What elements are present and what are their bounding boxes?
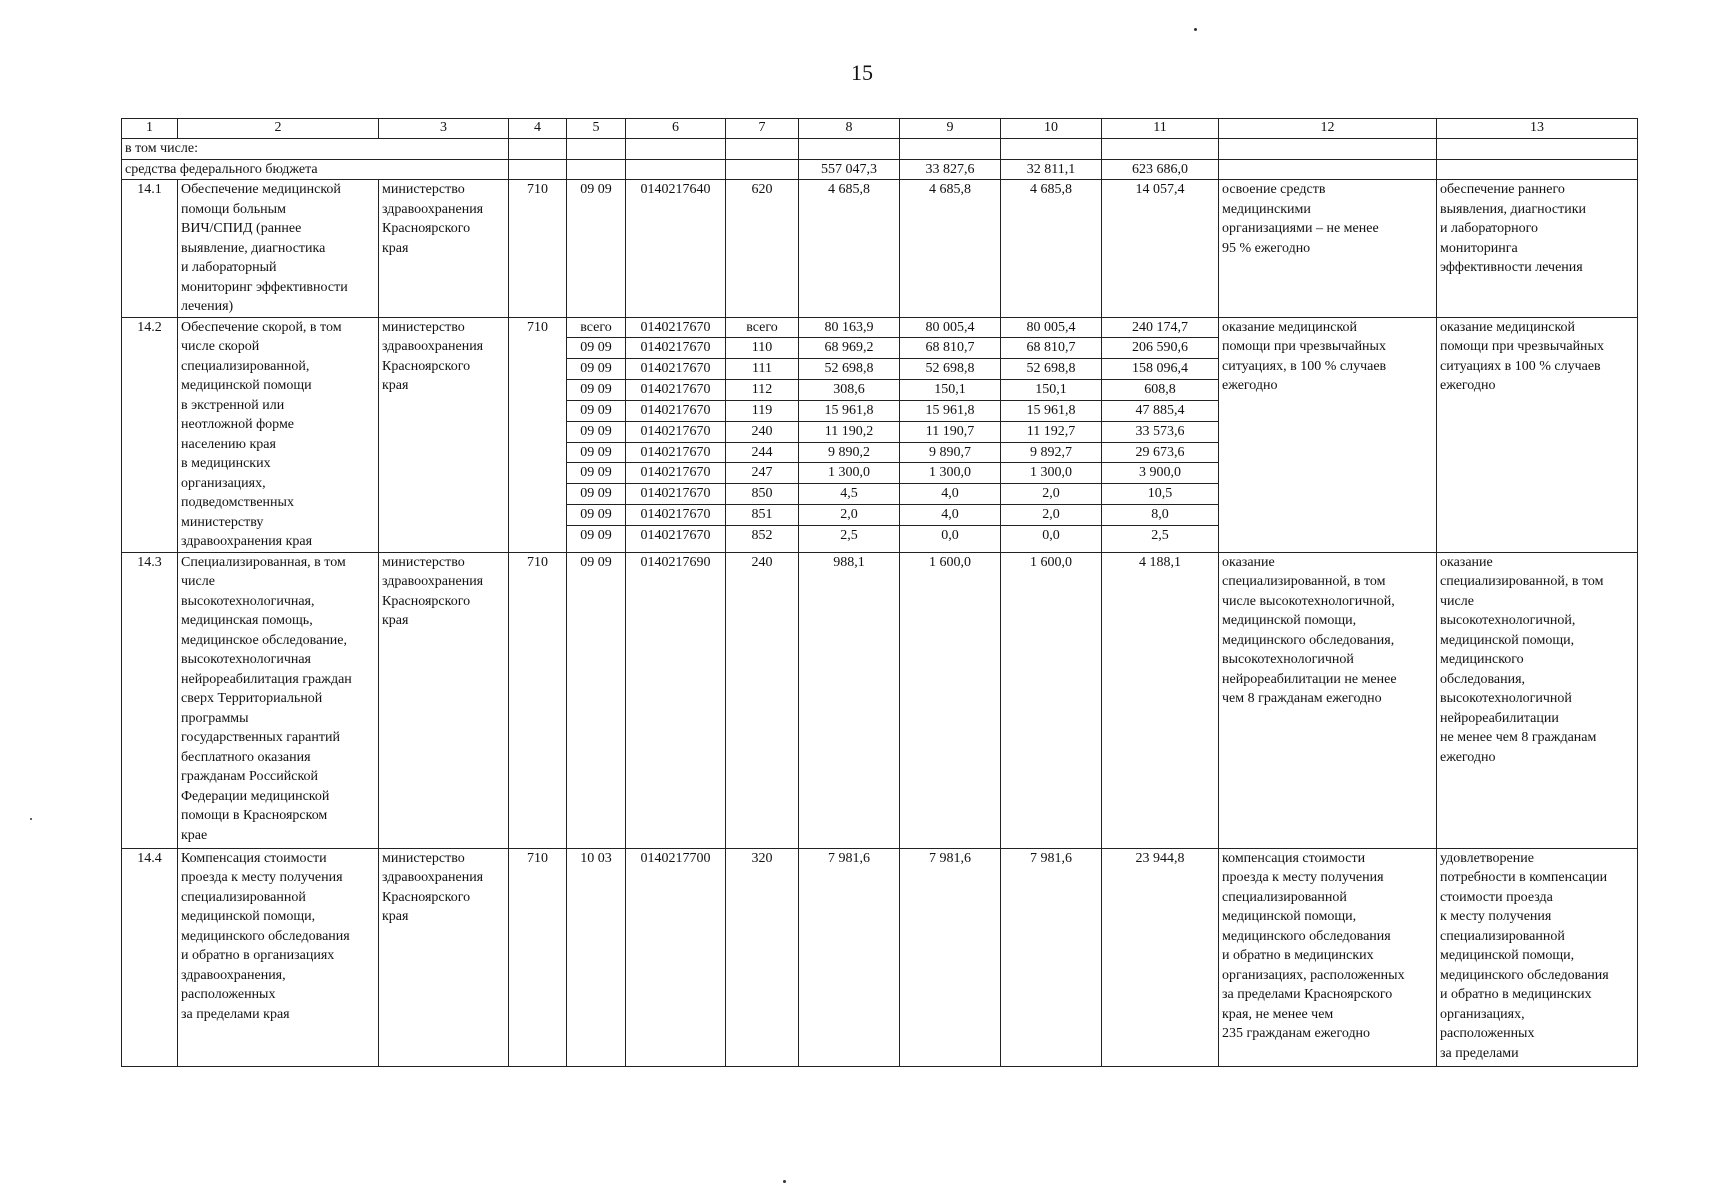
executor: министерство здравоохранения Красноярского края [379, 552, 509, 848]
measure-name: Специализированная, в том числе высокотехнологичная, медицинская помощь, медицинское обследование, высокотехнологичная нейрореабилитация граждан сверх Территориальной программы государственных гарантий бесплатного оказания гражданам Российской Федерации медицинской помощи в Красноярском крае [178, 552, 379, 848]
value-col-8: 80 163,9 [799, 317, 900, 338]
in-total-label: в том числе: [122, 139, 509, 160]
federal-budget-label: средства федерального бюджета [122, 159, 509, 180]
value-col-8: 988,1 [799, 552, 900, 848]
value-col-10: 1 600,0 [1001, 552, 1102, 848]
value-col-10: 0,0 [1001, 525, 1102, 552]
measure-name: Компенсация стоимости проезда к месту получения специализированной медицинской помощи, медицинского обследования и обратно в организациях здравоохранения, расположенных за пределами края [178, 848, 379, 1066]
target-code: 0140217670 [626, 525, 726, 552]
value-col-8: 52 698,8 [799, 359, 900, 380]
target-code: 0140217670 [626, 338, 726, 359]
section-code: 09 09 [567, 380, 626, 401]
measure-result: удовлетворение потребности в компенсации стоимости проезда к месту получения специализированной медицинской помощи, медицинского обследования и обратно в медицинских организациях, расположенных за пределами [1437, 848, 1638, 1066]
federal-value: 33 827,6 [900, 159, 1001, 180]
target-code: 0140217640 [626, 180, 726, 318]
table-row [122, 552, 1638, 848]
value-col-9: 1 600,0 [900, 552, 1001, 848]
federal-budget-row [122, 159, 1638, 180]
section-code: 09 09 [567, 359, 626, 380]
value-col-11: 158 096,4 [1102, 359, 1219, 380]
expense-type: 850 [726, 484, 799, 505]
grbs-code: 710 [509, 317, 567, 552]
value-col-11: 10,5 [1102, 484, 1219, 505]
table-row [122, 180, 1638, 318]
column-number: 11 [1102, 119, 1219, 139]
value-col-10: 68 810,7 [1001, 338, 1102, 359]
expected-result: оказание специализированной, в том числе высокотехнологичной, медицинской помощи, медицинского обследования, высокотехнологичной нейрореабилитации не менее чем 8 гражданам ежегодно [1219, 552, 1437, 848]
grbs-code: 710 [509, 848, 567, 1066]
expense-type: 111 [726, 359, 799, 380]
column-number: 10 [1001, 119, 1102, 139]
value-col-9: 15 961,8 [900, 400, 1001, 421]
value-col-9: 4,0 [900, 484, 1001, 505]
value-col-9: 4 685,8 [900, 180, 1001, 318]
value-col-10: 150,1 [1001, 380, 1102, 401]
row-number: 14.1 [122, 180, 178, 318]
column-number: 13 [1437, 119, 1638, 139]
section-code: 09 09 [567, 484, 626, 505]
program-table [121, 118, 1638, 1067]
value-col-8: 9 890,2 [799, 442, 900, 463]
section-code: всего [567, 317, 626, 338]
section-code: 09 09 [567, 525, 626, 552]
column-number: 12 [1219, 119, 1437, 139]
row-number: 14.2 [122, 317, 178, 552]
measure-name: Обеспечение скорой, в том числе скорой специализированной, медицинской помощи в экстренной или неотложной форме населению края в медицинских организациях, подведомственных министерству здравоохранения края [178, 317, 379, 552]
target-code: 0140217700 [626, 848, 726, 1066]
section-code: 09 09 [567, 442, 626, 463]
value-col-11: 33 573,6 [1102, 421, 1219, 442]
target-code: 0140217670 [626, 442, 726, 463]
section-code: 09 09 [567, 463, 626, 484]
executor: министерство здравоохранения Красноярского края [379, 848, 509, 1066]
value-col-10: 15 961,8 [1001, 400, 1102, 421]
table-row [122, 848, 1638, 1066]
measure-result: обеспечение раннего выявления, диагностики и лабораторного мониторинга эффективности лечения [1437, 180, 1638, 318]
value-col-8: 1 300,0 [799, 463, 900, 484]
column-number-row [122, 119, 1638, 139]
target-code: 0140217670 [626, 505, 726, 526]
value-col-11: 608,8 [1102, 380, 1219, 401]
target-code: 0140217670 [626, 400, 726, 421]
column-number: 4 [509, 119, 567, 139]
value-col-8: 11 190,2 [799, 421, 900, 442]
value-col-10: 7 981,6 [1001, 848, 1102, 1066]
federal-value: 32 811,1 [1001, 159, 1102, 180]
value-col-10: 11 192,7 [1001, 421, 1102, 442]
federal-value: 623 686,0 [1102, 159, 1219, 180]
value-col-10: 52 698,8 [1001, 359, 1102, 380]
value-col-9: 150,1 [900, 380, 1001, 401]
target-code: 0140217670 [626, 359, 726, 380]
value-col-11: 4 188,1 [1102, 552, 1219, 848]
value-col-10: 4 685,8 [1001, 180, 1102, 318]
value-col-11: 29 673,6 [1102, 442, 1219, 463]
in-total-row [122, 139, 1638, 160]
expense-type: 320 [726, 848, 799, 1066]
value-col-11: 14 057,4 [1102, 180, 1219, 318]
target-code: 0140217690 [626, 552, 726, 848]
section-code: 09 09 [567, 180, 626, 318]
value-col-11: 8,0 [1102, 505, 1219, 526]
value-col-8: 2,0 [799, 505, 900, 526]
value-col-9: 80 005,4 [900, 317, 1001, 338]
target-code: 0140217670 [626, 380, 726, 401]
column-number: 5 [567, 119, 626, 139]
value-col-10: 2,0 [1001, 484, 1102, 505]
value-col-10: 2,0 [1001, 505, 1102, 526]
executor: министерство здравоохранения Красноярского края [379, 180, 509, 318]
expense-type: 110 [726, 338, 799, 359]
section-code: 09 09 [567, 338, 626, 359]
section-code: 09 09 [567, 400, 626, 421]
expense-type: 852 [726, 525, 799, 552]
federal-value: 557 047,3 [799, 159, 900, 180]
table-row [122, 317, 1638, 338]
expense-type: 119 [726, 400, 799, 421]
scan-speck [783, 1180, 786, 1183]
value-col-11: 47 885,4 [1102, 400, 1219, 421]
value-col-9: 4,0 [900, 505, 1001, 526]
value-col-10: 1 300,0 [1001, 463, 1102, 484]
value-col-8: 7 981,6 [799, 848, 900, 1066]
expense-type: 240 [726, 421, 799, 442]
row-number: 14.4 [122, 848, 178, 1066]
value-col-9: 9 890,7 [900, 442, 1001, 463]
column-number: 8 [799, 119, 900, 139]
expected-result: освоение средств медицинскими организациями – не менее 95 % ежегодно [1219, 180, 1437, 318]
value-col-11: 3 900,0 [1102, 463, 1219, 484]
measure-name: Обеспечение медицинской помощи больным ВИЧ/СПИД (раннее выявление, диагностика и лабораторный мониторинг эффективности лечения) [178, 180, 379, 318]
expense-type: 851 [726, 505, 799, 526]
column-number: 3 [379, 119, 509, 139]
value-col-9: 7 981,6 [900, 848, 1001, 1066]
grbs-code: 710 [509, 552, 567, 848]
expense-type: 247 [726, 463, 799, 484]
value-col-9: 52 698,8 [900, 359, 1001, 380]
target-code: 0140217670 [626, 484, 726, 505]
value-col-10: 80 005,4 [1001, 317, 1102, 338]
expected-result: компенсация стоимости проезда к месту получения специализированной медицинской помощи, медицинского обследования и обратно в медицинских организациях, расположенных за пределами Красноярского края, не менее чем 235 гражданам ежегодно [1219, 848, 1437, 1066]
target-code: 0140217670 [626, 317, 726, 338]
grbs-code: 710 [509, 180, 567, 318]
executor: министерство здравоохранения Красноярского края [379, 317, 509, 552]
scan-speck [1194, 28, 1197, 31]
value-col-8: 308,6 [799, 380, 900, 401]
value-col-11: 23 944,8 [1102, 848, 1219, 1066]
value-col-8: 4 685,8 [799, 180, 900, 318]
value-col-8: 15 961,8 [799, 400, 900, 421]
expense-type: 240 [726, 552, 799, 848]
column-number: 7 [726, 119, 799, 139]
page-number: 15 [851, 60, 873, 85]
section-code: 10 03 [567, 848, 626, 1066]
section-code: 09 09 [567, 505, 626, 526]
value-col-11: 2,5 [1102, 525, 1219, 552]
section-code: 09 09 [567, 421, 626, 442]
value-col-8: 4,5 [799, 484, 900, 505]
column-number: 6 [626, 119, 726, 139]
value-col-9: 11 190,7 [900, 421, 1001, 442]
column-number: 2 [178, 119, 379, 139]
expense-type: 244 [726, 442, 799, 463]
value-col-8: 2,5 [799, 525, 900, 552]
value-col-9: 0,0 [900, 525, 1001, 552]
value-col-8: 68 969,2 [799, 338, 900, 359]
value-col-10: 9 892,7 [1001, 442, 1102, 463]
value-col-11: 206 590,6 [1102, 338, 1219, 359]
target-code: 0140217670 [626, 421, 726, 442]
value-col-9: 68 810,7 [900, 338, 1001, 359]
target-code: 0140217670 [626, 463, 726, 484]
section-code: 09 09 [567, 552, 626, 848]
value-col-11: 240 174,7 [1102, 317, 1219, 338]
expense-type: всего [726, 317, 799, 338]
value-col-9: 1 300,0 [900, 463, 1001, 484]
measure-result: оказание медицинской помощи при чрезвычайных ситуациях в 100 % случаев ежегодно [1437, 317, 1638, 552]
row-number: 14.3 [122, 552, 178, 848]
scan-speck [30, 818, 32, 820]
expense-type: 112 [726, 380, 799, 401]
expected-result: оказание медицинской помощи при чрезвычайных ситуациях, в 100 % случаев ежегодно [1219, 317, 1437, 552]
expense-type: 620 [726, 180, 799, 318]
column-number: 1 [122, 119, 178, 139]
column-number: 9 [900, 119, 1001, 139]
measure-result: оказание специализированной, в том числе высокотехнологичной, медицинской помощи, медицинского обследования, высокотехнологичной нейрореабилитации не менее чем 8 гражданам ежегодно [1437, 552, 1638, 848]
